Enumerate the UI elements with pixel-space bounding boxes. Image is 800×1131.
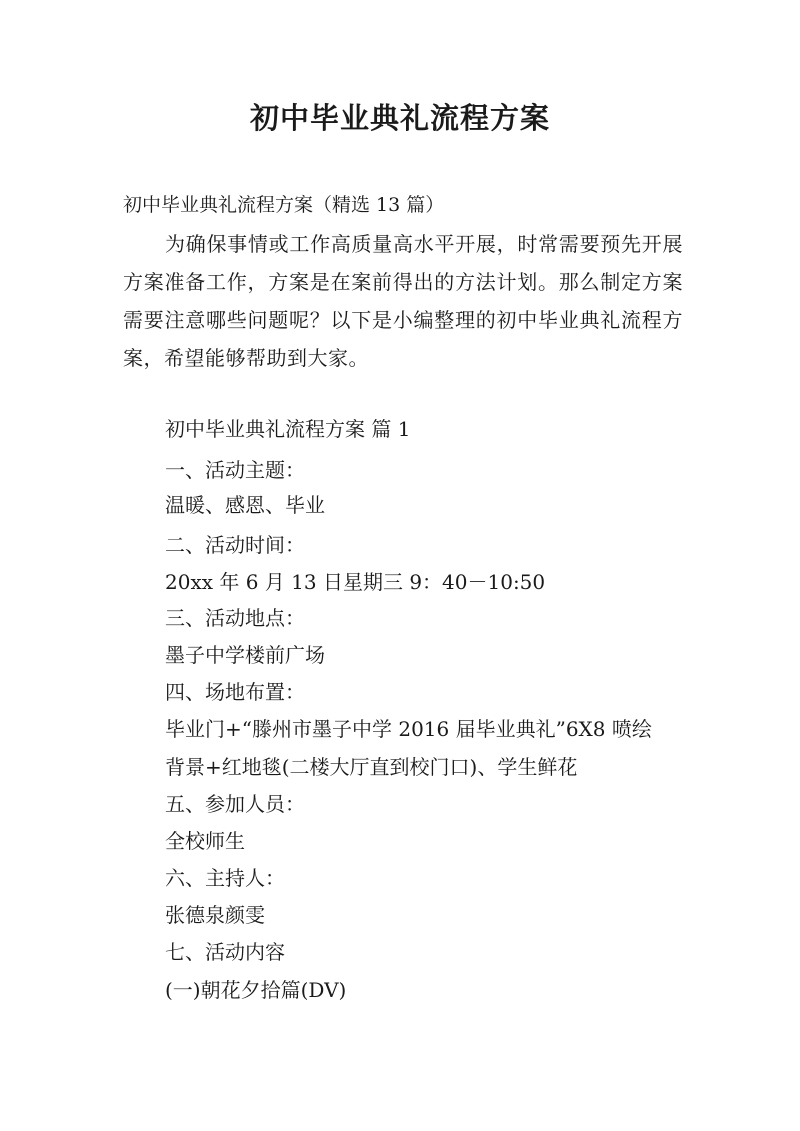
list-item: 背景+红地毯(二楼大厅直到校门口)、学生鲜花 (165, 755, 578, 779)
list-item: 七、活动内容 (165, 940, 285, 964)
list-item: 全校师生 (165, 829, 245, 853)
list-item: 四、场地布置： (165, 680, 305, 704)
list-item: 六、主持人： (165, 866, 285, 890)
list-item: 三、活动地点： (165, 606, 305, 630)
intro-paragraph: 为确保事情或工作高质量高水平开展，时常需要预先开展方案准备工作，方案是在案前得出的方法计划。那么制定方案需要注意哪些问题呢？以下是小编整理的初中毕业典礼流程方案，希望能够帮助到大家。 (123, 232, 683, 370)
list-item: 一、活动主题： (165, 458, 305, 482)
list-item: (一)朝花夕拾篇(DV) (165, 978, 347, 1002)
list-item: 五、参加人员： (165, 792, 305, 816)
document-subtitle: 初中毕业典礼流程方案（精选 13 篇） (123, 194, 445, 216)
list-item: 墨子中学楼前广场 (165, 643, 325, 667)
list-item: 毕业门+“滕州市墨子中学 2016 届毕业典礼”6X8 喷绘 (165, 717, 652, 741)
section-heading: 初中毕业典礼流程方案 篇 1 (165, 417, 411, 441)
page-title: 初中毕业典礼流程方案 (249, 101, 550, 135)
list-item: 张德泉颜雯 (165, 903, 265, 927)
list-item: 二、活动时间： (165, 533, 305, 557)
list-item: 温暖、感恩、毕业 (165, 493, 325, 517)
list-item: 20xx 年 6 月 13 日星期三 9：40－10:50 (165, 570, 546, 594)
